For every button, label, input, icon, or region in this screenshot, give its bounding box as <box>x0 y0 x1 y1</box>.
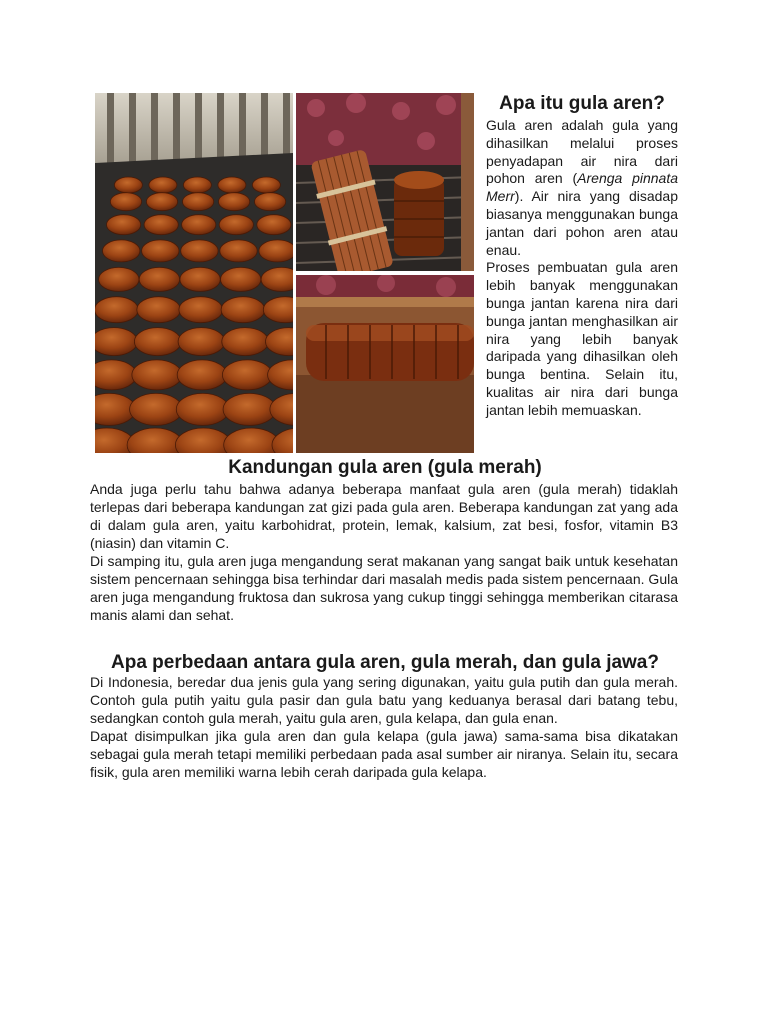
sugar-cake <box>259 240 293 262</box>
sugar-cake <box>218 177 246 193</box>
sugar-cake <box>110 193 141 211</box>
section-body-perbedaan <box>90 673 678 781</box>
sugar-cake <box>182 215 216 235</box>
sugar-cake <box>95 297 138 323</box>
paragraph: Di samping itu, gula aren juga mengandung serat makanan yang sangat baik untuk kesehatan sistem pencernaan sehingga bisa terhindar dari masalah medis pada sistem pencernaan. Gula aren juga mengandung fruktosa dan sukrosa yang cukup tinggi sehingga memberikan citarasa manis alami dan sehat. <box>90 553 678 623</box>
sugar-cake <box>144 215 178 235</box>
sugar-cake <box>222 328 269 356</box>
section-title-kandungan: Kandungan gula aren (gula merah) <box>228 457 542 478</box>
sugar-cake <box>220 240 257 262</box>
sugar-cake <box>180 267 220 291</box>
paragraph: Anda juga perlu tahu bahwa adanya beberapa manfaat gula aren (gula merah) tidaklah terlepas dari beberapa kandungan zat gizi pada gula aren. Beberapa kandungan zat yang ada di dalam gula aren, yaitu karbohidrat, protein, lemak, kalsium, zat besi, fosfor, vitamin B3 (niasin) dan vitamin C. <box>90 481 678 551</box>
intro-paragraph-2: Proses pembuatan gula aren lebih banyak menggunakan bunga jantan karena nira dari bunga jantan menghasilkan air nira yang lebih banyak daripada yang dihasilkan oleh bunga bentina. Selain itu, kualitas air nira dari bunga jantan lebih memuaskan. <box>486 259 678 418</box>
bundled-sugar-photo <box>296 93 474 271</box>
sugar-cake <box>255 193 286 211</box>
sugar-cake <box>99 267 139 291</box>
intro-text-segment: Gula aren adalah gula yang dihasilkan melalui proses penyadapan air nira dari pohon aren ( <box>486 117 678 187</box>
sugar-cake <box>183 193 214 211</box>
sugar-roll-photo <box>296 275 474 453</box>
sugar-cake <box>149 177 177 193</box>
sugar-cake <box>252 177 280 193</box>
section-title-perbedaan: Apa perbedaan antara gula aren, gula merah, dan gula jawa? <box>111 652 659 673</box>
sugar-cake <box>137 297 181 323</box>
palm-sugar-cakes-photo <box>95 93 293 453</box>
paragraph: Di Indonesia, beredar dua jenis gula yang sering digunakan, yaitu gula putih dan gula merah. Contoh gula putih yaitu gula pasir dan gula batu yang keduanya berasal dari batang tebu, sedangkan contoh gula merah, yaitu gula aren, gula kelapa, dan gula enan. <box>90 674 678 726</box>
sugar-cake <box>181 240 218 262</box>
intro-title: Apa itu gula aren? <box>499 93 665 114</box>
sugar-cake <box>178 328 225 356</box>
scientific-name: Arenga pinnata Merr <box>486 170 678 205</box>
sugar-cake <box>183 177 211 193</box>
sugar-cake <box>221 297 265 323</box>
sugar-cake <box>257 215 291 235</box>
sugar-cake <box>223 393 276 425</box>
intro-body <box>486 117 678 420</box>
sugar-cake <box>114 177 142 193</box>
sugar-cake <box>179 297 223 323</box>
sugar-cake <box>219 215 253 235</box>
sugar-cake <box>107 215 141 235</box>
sugar-cake <box>130 393 183 425</box>
sugar-cake <box>146 193 177 211</box>
section-body-kandungan <box>90 480 678 624</box>
sugar-cake <box>142 240 179 262</box>
sugar-cake <box>95 328 137 356</box>
sugar-cake <box>177 360 227 390</box>
sugar-cake <box>221 267 261 291</box>
sugar-cake <box>132 360 182 390</box>
intro-paragraph-1 <box>486 117 678 259</box>
sugar-cake <box>219 193 250 211</box>
sugar-cake <box>222 360 272 390</box>
paragraph: Dapat disimpulkan jika gula aren dan gula kelapa (gula jawa) sama-sama bisa dikatakan sebagai gula merah tetapi memiliki perbedaan pada asal sumber air niranya. Selain itu, secara fisik, gula aren memiliki warna lebih cerah daripada gula kelapa. <box>90 728 678 780</box>
sugar-cake <box>103 240 140 262</box>
intro-text-segment: ). Air nira yang disadap biasanya menggunakan bunga jantan dari pohon aren atau enau. <box>486 188 678 258</box>
sugar-cake <box>134 328 181 356</box>
sugar-cake <box>139 267 179 291</box>
sugar-cake <box>176 393 229 425</box>
